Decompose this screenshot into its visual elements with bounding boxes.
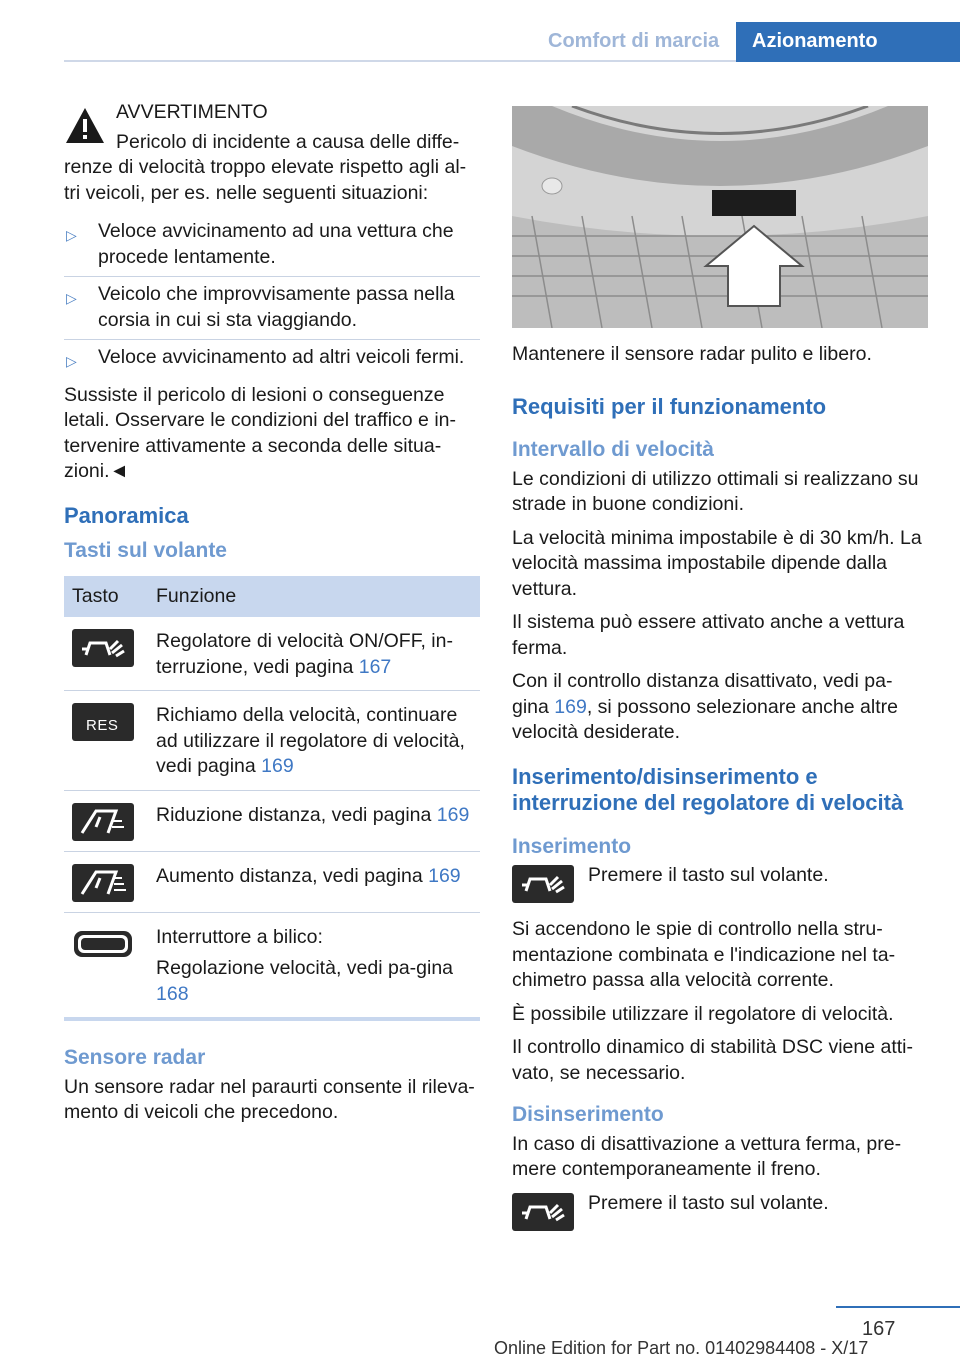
radar-sensor-photo <box>512 106 928 328</box>
paragraph: Il sistema può essere attivato anche a vettura ferma. <box>512 611 905 659</box>
heading-radar-sensor: Sensore radar <box>64 1046 206 1069</box>
warning-bullet-list <box>64 214 480 377</box>
page-link[interactable]: 169 <box>428 864 461 887</box>
page-link[interactable]: 168 <box>156 982 189 1005</box>
heading-requirements: Requisiti per il funzionamento <box>512 393 827 419</box>
table-header-row <box>64 576 480 618</box>
warning-text: renze di velocità troppo elevate rispetto agli al-tri veicoli, per es. nelle seguenti situazioni: <box>64 156 467 204</box>
switch-on-instruction: Premere il tasto sul volante. <box>512 863 928 905</box>
paragraph: Il controllo dinamico di stabilità DSC viene atti-vato, se necessario. <box>512 1036 914 1084</box>
list-item: ▷ Veloce avvicinamento ad altri veicoli fermi. <box>64 340 480 377</box>
heading-onoff: Inserimento/disinserimento e interruzione del regolatore di velocità <box>512 763 904 815</box>
paragraph: Le condizioni di utilizzo ottimali si realizzano su strade in buone condizioni. <box>512 467 919 515</box>
list-item: ▷ Veloce avvicinamento ad una vettura che procede lentamente. <box>64 214 480 277</box>
heading-speed-range: Intervallo di velocità <box>512 438 714 461</box>
table-header-key: Tasto <box>64 576 148 618</box>
triangle-bullet-icon: ▷ <box>66 353 77 369</box>
triangle-bullet-icon: ▷ <box>66 227 77 243</box>
distance-decrease-icon <box>72 803 134 841</box>
footer-rule <box>836 1306 960 1308</box>
paragraph: È possibile utilizzare il regolatore di velocità. <box>512 1002 894 1025</box>
paragraph: In caso di disattivazione a vettura ferma, pre-mere contemporaneamente il freno. <box>512 1132 902 1180</box>
table-row: Aumento distanza, vedi pagina 169 <box>64 851 480 912</box>
rocker-switch-icon <box>72 925 134 963</box>
switch-off-instruction: Premere il tasto sul volante. <box>512 1191 928 1233</box>
photo-caption: Mantenere il sensore radar pulito e libero. <box>512 343 872 365</box>
heading-switch-off: Disinserimento <box>512 1103 664 1126</box>
warning-title: AVVERTIMENTO <box>116 101 268 123</box>
table-row: Regolatore di velocità ON/OFF, in-terruzione, vedi pagina 167 <box>64 617 480 691</box>
paragraph: Si accendono le spie di controllo nella stru-mentazione combinata e l'indicazione nel ta-chimetro passa alla velocità corrente. <box>512 918 896 991</box>
heading-steering-keys: Tasti sul volante <box>64 539 227 562</box>
warning-block <box>64 100 480 485</box>
page-link[interactable]: 169 <box>436 803 470 826</box>
page-link[interactable]: 167 <box>358 655 392 678</box>
triangle-bullet-icon: ▷ <box>66 290 77 306</box>
table-header-function: Funzione <box>148 576 480 618</box>
heading-switch-on: Inserimento <box>512 834 632 858</box>
page-number: 167 <box>862 1318 896 1340</box>
header-tab-current: Azionamento <box>736 22 960 62</box>
cruise-control-icon <box>512 1193 574 1231</box>
cruise-control-icon <box>512 865 574 903</box>
radar-text: Un sensore radar nel paraurti consente il rileva-mento di veicoli che precedono. <box>64 1075 475 1123</box>
header-section-title: Comfort di marcia <box>548 30 720 52</box>
paragraph: La velocità minima impostabile è di 30 km/h. La velocità massima impostabile dipende dalla vettura. <box>512 526 922 600</box>
warning-first-line: Pericolo di incidente a causa delle diffe- <box>116 130 460 153</box>
table-row: Interruttore a bilico: Regolazione velocità, vedi pa-gina 168 <box>64 912 480 1019</box>
steering-keys-table <box>64 576 480 1022</box>
page-link[interactable]: 169 <box>261 755 294 777</box>
table-row: Riduzione distanza, vedi pagina 169 <box>64 790 480 851</box>
res-icon: RES <box>72 703 134 741</box>
warning-icon <box>64 106 106 146</box>
paragraph: Con il controllo distanza disattivato, vedi pa-gina 169, si possono selezionare anche altre velocità desiderate. <box>512 670 898 743</box>
footer-edition: Online Edition for Part no. 01402984408 - X/17 <box>494 1338 869 1358</box>
distance-increase-icon <box>72 864 134 902</box>
right-column <box>512 106 928 1233</box>
left-column <box>64 100 480 1134</box>
page-link[interactable]: 169 <box>554 695 587 718</box>
list-item: ▷ Veicolo che improvvisamente passa nella corsia in cui si sta viaggiando. <box>64 277 480 340</box>
table-row: RES Richiamo della velocità, continuare ad utilizzare il regolatore di velocità, vedi pagina 169 <box>64 691 480 791</box>
warning-closing: Sussiste il pericolo di lesioni o conseguenze letali. Osservare le condizioni del traffico e in-tervenire attivamente a seconda delle situa-zioni.◄ <box>64 383 456 482</box>
cruise-control-icon <box>72 629 134 667</box>
heading-overview: Panoramica <box>64 502 189 528</box>
